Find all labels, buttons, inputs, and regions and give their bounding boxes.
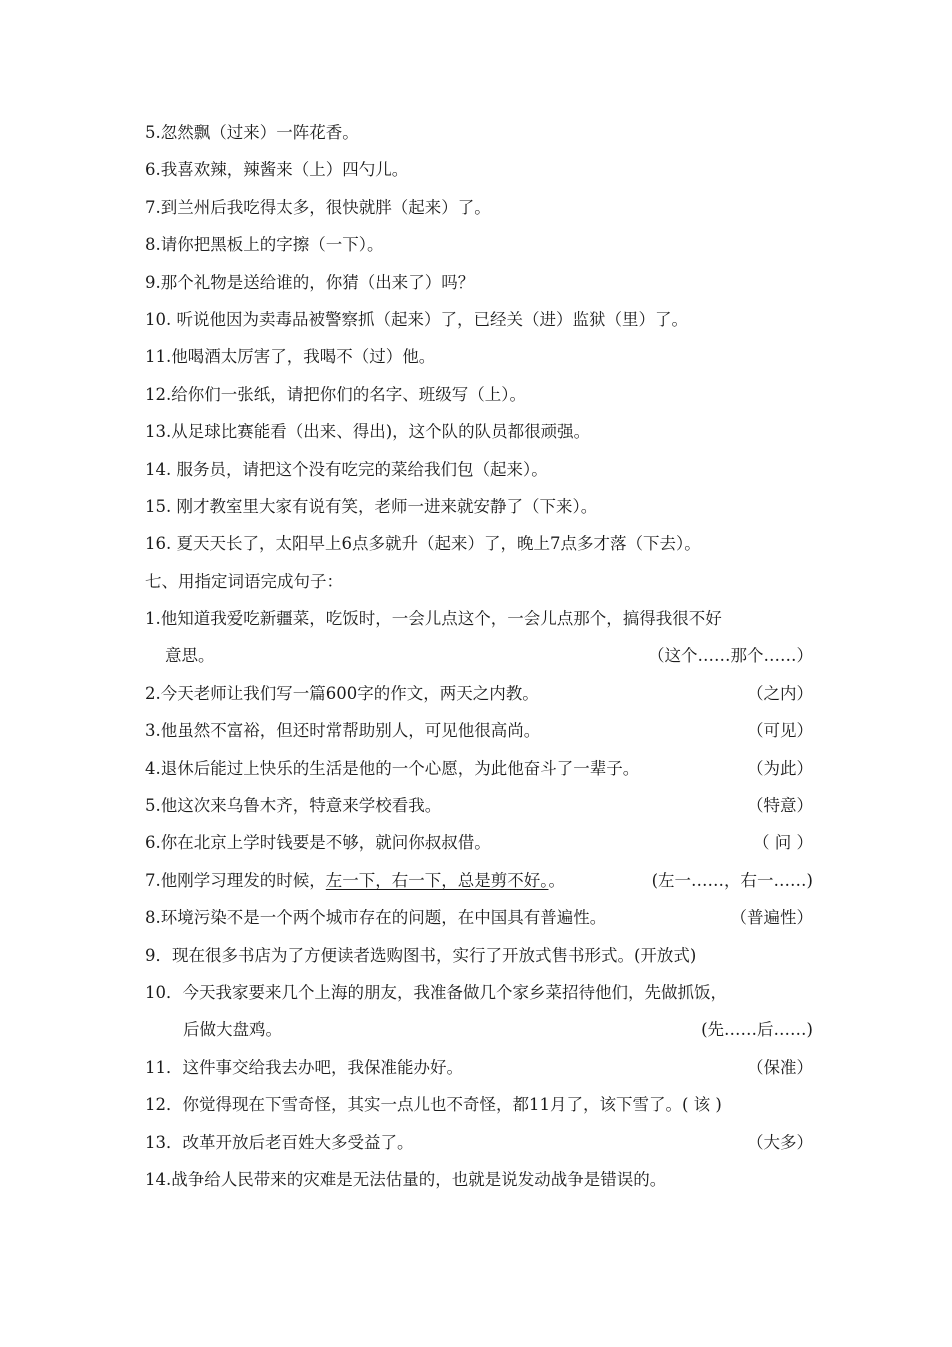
sentence-item: 11.他喝酒太厉害了，我喝不（过）他。: [145, 347, 436, 367]
exercise-item: [145, 828, 813, 865]
sentence-item: 5.忽然飘（过来）一阵花香。: [145, 123, 359, 142]
word-hint: （大多）: [747, 1132, 813, 1152]
sentence-item: 6.我喜欢辣，辣酱来（上）四勺儿。: [145, 160, 409, 180]
word-hint: （这个……那个……）: [648, 646, 813, 666]
word-hint: （之内）: [747, 683, 813, 703]
exercise-item: 9．现在很多书店为了方便读者选购图书，实行了开放式售书形式。(开放式): [145, 945, 697, 965]
exercise-item: [145, 903, 813, 940]
word-hint: （可见）: [747, 721, 813, 741]
exercise-item-line: 10．今天我家要来几个上海的朋友，我准备做几个家乡菜招待他们，先做抓饭，: [145, 982, 727, 1002]
underlined-answer: 左一下，右一下，总是剪不好。: [325, 870, 549, 890]
exercise-item-text: 2.今天老师让我们写一篇600字的作文，两天之内教。: [145, 683, 539, 703]
exercise-item: 14.战争给人民带来的灾难是无法估量的，也就是说发动战争是错误的。: [145, 1169, 667, 1189]
word-hint: (先……后……): [701, 1020, 813, 1040]
exercise-item-text: 6.你在北京上学时钱要是不够，就问你叔叔借。: [145, 833, 491, 853]
exercise-item: [145, 1128, 813, 1165]
sentence-item: 16. 夏天天长了，太阳早上6点多就升（起来）了，晚上7点多才落（下去）。: [145, 534, 701, 554]
word-hint: （ 问 ）: [753, 833, 813, 853]
exercise-item: [145, 1053, 813, 1090]
exercise-item-text: 4.退休后能过上快乐的生活是他的一个心愿，为此他奋斗了一辈子。: [145, 758, 640, 778]
exercise-item-text: 5.他这次来乌鲁木齐，特意来学校看我。: [145, 796, 442, 816]
exercise-item: [145, 716, 813, 753]
word-hint: （普遍性）: [730, 908, 813, 928]
exercise-item: [145, 791, 813, 828]
exercise-item: [145, 866, 813, 903]
sentence-item: 10. 听说他因为卖毒品被警察抓（起来）了，已经关（进）监狱（里）了。: [145, 309, 688, 329]
exercise-item: 12．你觉得现在下雪奇怪，其实一点儿也不奇怪，都11月了，该下雪了。( 该 ): [145, 1095, 722, 1115]
sentence-item: 15. 刚才教室里大家有说有笑，老师一进来就安静了（下来）。: [145, 496, 598, 516]
exercise-item-text: 。: [548, 870, 565, 890]
sentence-item: 9.那个礼物是送给谁的，你猜（出来了）吗？: [145, 272, 475, 292]
exercise-item-line: [145, 1015, 813, 1052]
exercise-item: [145, 754, 813, 791]
sentence-item: 7.到兰州后我吃得太多，很快就胖（起来）了。: [145, 197, 491, 217]
word-hint: （为此）: [747, 758, 813, 778]
sentence-item: 13.从足球比赛能看（出来、得出)，这个队的队员都很顽强。: [145, 422, 591, 442]
sentence-item: 14. 服务员，请把这个没有吃完的菜给我们包（起来）。: [145, 459, 548, 479]
exercise-content: [145, 118, 813, 1202]
sentence-item: 8.请你把黑板上的字擦（一下）。: [145, 235, 384, 255]
exercise-item-text: 7.他刚学习理发的时候，: [145, 870, 326, 890]
exercise-item-text: 11．这件事交给我去办吧，我保准能办好。: [145, 1057, 463, 1077]
exercise-item-text: 意思。: [165, 646, 215, 666]
section-heading: 七、用指定词语完成句子：: [145, 571, 343, 591]
exercise-item-line: [145, 641, 813, 678]
word-hint: （特意）: [747, 796, 813, 816]
exercise-item-text: 后做大盘鸡。: [183, 1020, 282, 1040]
sentence-item: 12.给你们一张纸，请把你们的名字、班级写（上）。: [145, 384, 526, 404]
word-hint: (左一……，右一……): [651, 870, 813, 890]
exercise-item-text: 3.他虽然不富裕，但还时常帮助别人，可见他很高尚。: [145, 721, 541, 741]
exercise-item-text: 8.环境污染不是一个两个城市存在的问题，在中国具有普遍性。: [145, 908, 607, 928]
exercise-item: [145, 679, 813, 716]
exercise-item-line: 1.他知道我爱吃新疆菜，吃饭时，一会儿点这个，一会儿点那个，搞得我很不好: [145, 609, 722, 629]
exercise-item-text: 13．改革开放后老百姓大多受益了。: [145, 1132, 414, 1152]
word-hint: （保准）: [747, 1057, 813, 1077]
